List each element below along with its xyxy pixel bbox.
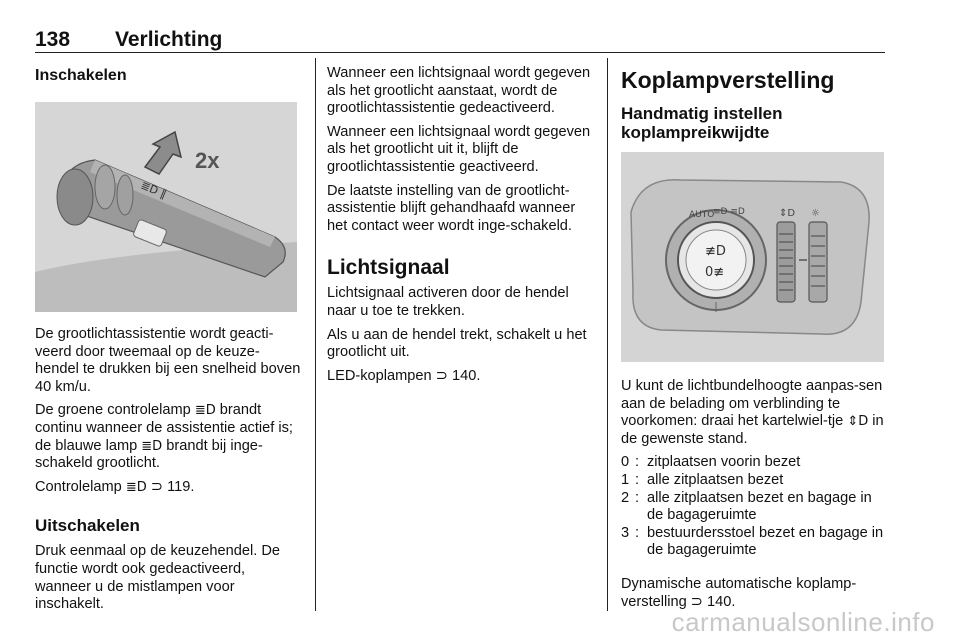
list-item: 2 : alle zitplaatsen bezet en bagage in de bagageruimte (621, 489, 872, 524)
stalk-illustration (35, 102, 297, 312)
paragraph-reference: Dynamische automatische koplamp-verstelling ⊃ 140. (621, 575, 857, 610)
paragraph: De grootlichtassistentie wordt geacti-veerd door tweemaal op de keuze-hendel te drukken bij een snelheid boven 40 km/u. (35, 326, 301, 395)
high-beam-icon: ≣D (141, 438, 163, 454)
page-reference-link[interactable]: ⊃ 140. (435, 367, 481, 384)
headlamp-switch-illustration (621, 152, 884, 362)
paragraph-instructions: U kunt de lichtbundelhoogte aanpas-sen aan de belading om verblinding te voorkomen: draai het kartelwiel-tje ⇕D in de gewenste stand. (621, 378, 884, 447)
press-twice-label: 2x (195, 148, 220, 173)
high-beam-icon: ≣D (194, 403, 216, 419)
watermark: carmanualsonline.info (671, 607, 935, 637)
list-item: 3 : bestuurdersstoel bezet en bagage in de bagageruimte (621, 524, 884, 559)
list-item: 1 : alle zitplaatsen bezet (621, 471, 784, 488)
column-right (621, 58, 889, 611)
svg-text:≣D ‖: ≣D ‖ (138, 178, 169, 201)
paragraph: Wanneer een lichtsignaal wordt gegeven als het grootlicht aanstaat, wordt de grootlichtassistentie gedeactiveerd. (327, 65, 591, 117)
column-divider (315, 58, 316, 611)
section-heading-lichtsignaal: Lichtsignaal (327, 256, 450, 280)
dimmer-wheel (809, 222, 827, 302)
page-title: Verlichting (115, 28, 223, 51)
subsection-heading: Handmatig instellen koplampreikwijdte (621, 104, 783, 142)
column-divider (607, 58, 608, 611)
svg-text:≡D ≡D: ≡D ≡D (713, 207, 745, 217)
svg-text:≢D: ≢D (705, 244, 726, 259)
paragraph: Druk eenmaal op de keuzehendel. De functie wordt ook gedeactiveerd, wanneer u de mistlampen voor inschakelt. (35, 543, 281, 613)
high-beam-icon: ≣D (125, 479, 147, 495)
load-position-list (621, 454, 889, 560)
section-heading-uitschakelen: Uitschakelen (35, 516, 140, 536)
paragraph: De laatste instelling van de grootlicht-assistentie blijft gehandhaafd wanneer het contact weer wordt inge-schakeld. (327, 182, 576, 234)
column-left (35, 58, 303, 614)
svg-text:⇕D: ⇕D (779, 208, 796, 219)
section-heading-koplampverstelling: Koplampverstelling (621, 67, 835, 93)
svg-text:☼: ☼ (811, 208, 820, 219)
svg-text:0≢: 0≢ (705, 265, 725, 280)
section-heading-inschakelen: Inschakelen (35, 67, 127, 84)
column-middle (327, 58, 595, 385)
page-number: 138 (35, 28, 71, 51)
headlight-range-icon: ⇕D (847, 414, 869, 430)
paragraph: Wanneer een lichtsignaal wordt gegeven als het grootlicht uit it, blijft de grootlichtassistentie geactiveerd. (327, 123, 591, 175)
page-reference-link[interactable]: ⊃ 119. (150, 478, 195, 495)
paragraph: Lichtsignaal activeren door de hendel naar u toe te trekken. (327, 285, 569, 319)
stalk-drawing (35, 102, 297, 312)
list-item: 0 : zitplaatsen voorin bezet (621, 454, 801, 471)
paragraph: Als u aan de hendel trekt, schakelt u het grootlicht uit. (327, 326, 587, 361)
switch-panel-drawing (621, 152, 884, 362)
page-header (35, 26, 885, 53)
svg-text:AUTO: AUTO (689, 210, 715, 220)
paragraph-reference: Controlelamp ≣D ⊃ 119. (35, 478, 195, 495)
paragraph-controlelamp: De groene controlelamp ≣D brandt continu wanneer de assistentie actief is; de blauwe lamp ≣D brandt bij inge-schakeld grootlicht. (35, 402, 293, 472)
paragraph-reference: LED-koplampen ⊃ 140. (327, 367, 481, 384)
page-reference-link[interactable]: ⊃ 140. (690, 593, 736, 610)
